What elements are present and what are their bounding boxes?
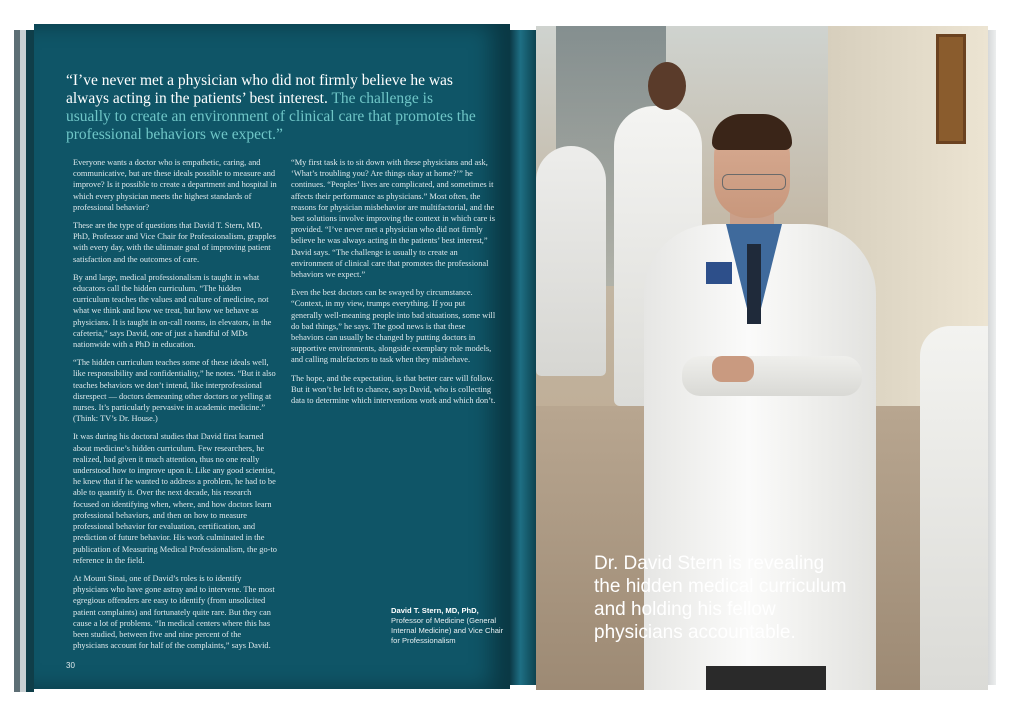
paragraph: At Mount Sinai, one of David’s roles is to identify physicians who have gone astray and to intervene. The most egregious offenders are easy to identify (from unsolicited patient complaints) and fortunately quite rare. But they can cause a lot of problems. “In medical centers where this has been studied, between five and nine percent of the physicians account for half of the complaints,” says David. <box>73 573 275 651</box>
crossed-arms <box>682 356 862 396</box>
page-stack-edge-right <box>988 30 996 685</box>
doctor-tie <box>747 244 761 324</box>
paragraph: “My first task is to sit down with these physicians and ask, ‘What’s troubling you? Are things okay at home?’” he continues. “Peoples’ lives are complicated, and sometimes it affects their performance as physicians.” Most often, the reasons for physician misbehavior are multifactorial, and the best solutions involve improving the context in which care is provided. “I’ve never met a physician who did not firmly believe he was always acting in the patients’ best interest,” David says. “The challenge is usually to create an environment of clinical care that promotes the professional behaviors we expect.” <box>291 158 495 280</box>
coat-logo <box>706 262 732 284</box>
caption-line: the hidden medical curriculum <box>594 576 847 597</box>
spine-gutter <box>510 30 536 685</box>
doctor-hair <box>712 114 792 150</box>
page-number: 30 <box>66 661 75 670</box>
bio-name: David T. Stern, MD, PhD, <box>391 606 479 615</box>
pull-quote <box>66 72 476 144</box>
wall-frame <box>936 34 966 144</box>
paragraph: These are the type of questions that David T. Stern, MD, PhD, Professor and Vice Chair for Professionalism, grapples with every day, with the ultimate goal of improving patient satisfaction and the outcomes of care. <box>73 221 276 264</box>
glasses-icon <box>722 174 786 190</box>
paragraph: “The hidden curriculum teaches some of these ideals well, like responsibility and confidentiality,” he notes. “But it also teaches behaviors we don’t intend, like interprofessional disrespect — doctors demeaning other doctors or yelling at nurses. It’s particularly pervasive in academic medicine.” (Think: TV’s Dr. House.) <box>73 358 276 424</box>
pull-quote-part1: “I’ve never met a physician who did not firmly believe he was always acting in the patients’ best interest. <box>66 72 453 107</box>
caption-line: physicians accountable. <box>594 622 796 643</box>
pull-quote-part2: The challenge is usually to create an environment of clinical care that promotes the professional behaviors we expect.” <box>66 90 476 143</box>
foreground-figure-right <box>920 326 988 690</box>
paragraph: Everyone wants a doctor who is empathetic, caring, and communicative, but are these ideals possible to measure and improve? Is it possible to create a department and hospital in which every physician meets the highest standards of professional behavior? <box>73 158 277 212</box>
paragraph: By and large, medical professionalism is taught in what educators call the hidden curriculum. “The hidden curriculum teaches the values and culture of medicine, not what we think and how we treat, but how we behave as physicians. It is taught in on-call rooms, in elevators, in the cafeteria,” says David, one of just a handful of MDs nationwide with a PhD in education. <box>73 272 272 350</box>
caption-line: and holding his fellow <box>594 599 776 620</box>
paragraph: The hope, and the expectation, is that better care will follow. But it won’t be left to chance, says David, who is collecting data to determine which interventions work and which don’t. <box>291 373 496 406</box>
doctor-pants <box>706 666 826 690</box>
background-figure-head <box>648 62 686 110</box>
author-bio <box>391 606 511 646</box>
article-column-2 <box>291 157 496 413</box>
paragraph: It was during his doctoral studies that David first learned about medicine’s hidden curriculum. Few researchers, he realized, had given it much attention, thus no one really understood how to improve upon it. Like any good scientist, he knew that if he wanted to address a problem, he had to be able to quantify it. Over the next decade, his research focused on identifying when, where, and how doctors learn professional behaviors, and then on how to measure professional behavior for evaluation, certification, and prediction of future behavior. His work culminated in the publication of Measuring Medical Professionalism, the go-to reference in the field. <box>73 432 277 565</box>
paragraph: Even the best doctors can be swayed by circumstance. “Context, in my view, trumps everything. If you put generally well-meaning people into bad situations, some will do bad things,” he says. The good news is that these behaviors can usually be changed by putting doctors in supportive environments, alongside exemplary role models, and calling malefactors to task when they misbehave. <box>291 288 496 365</box>
doctor-hand <box>712 356 754 382</box>
article-column-1 <box>73 157 278 658</box>
bio-title: Professor of Medicine (General Internal Medicine) and Vice Chair for Professionalism <box>391 616 504 645</box>
caption-line: Dr. David Stern is revealing <box>594 553 825 574</box>
photo-caption <box>594 552 924 644</box>
background-figure <box>536 146 606 376</box>
page-stack-edge <box>26 30 34 692</box>
